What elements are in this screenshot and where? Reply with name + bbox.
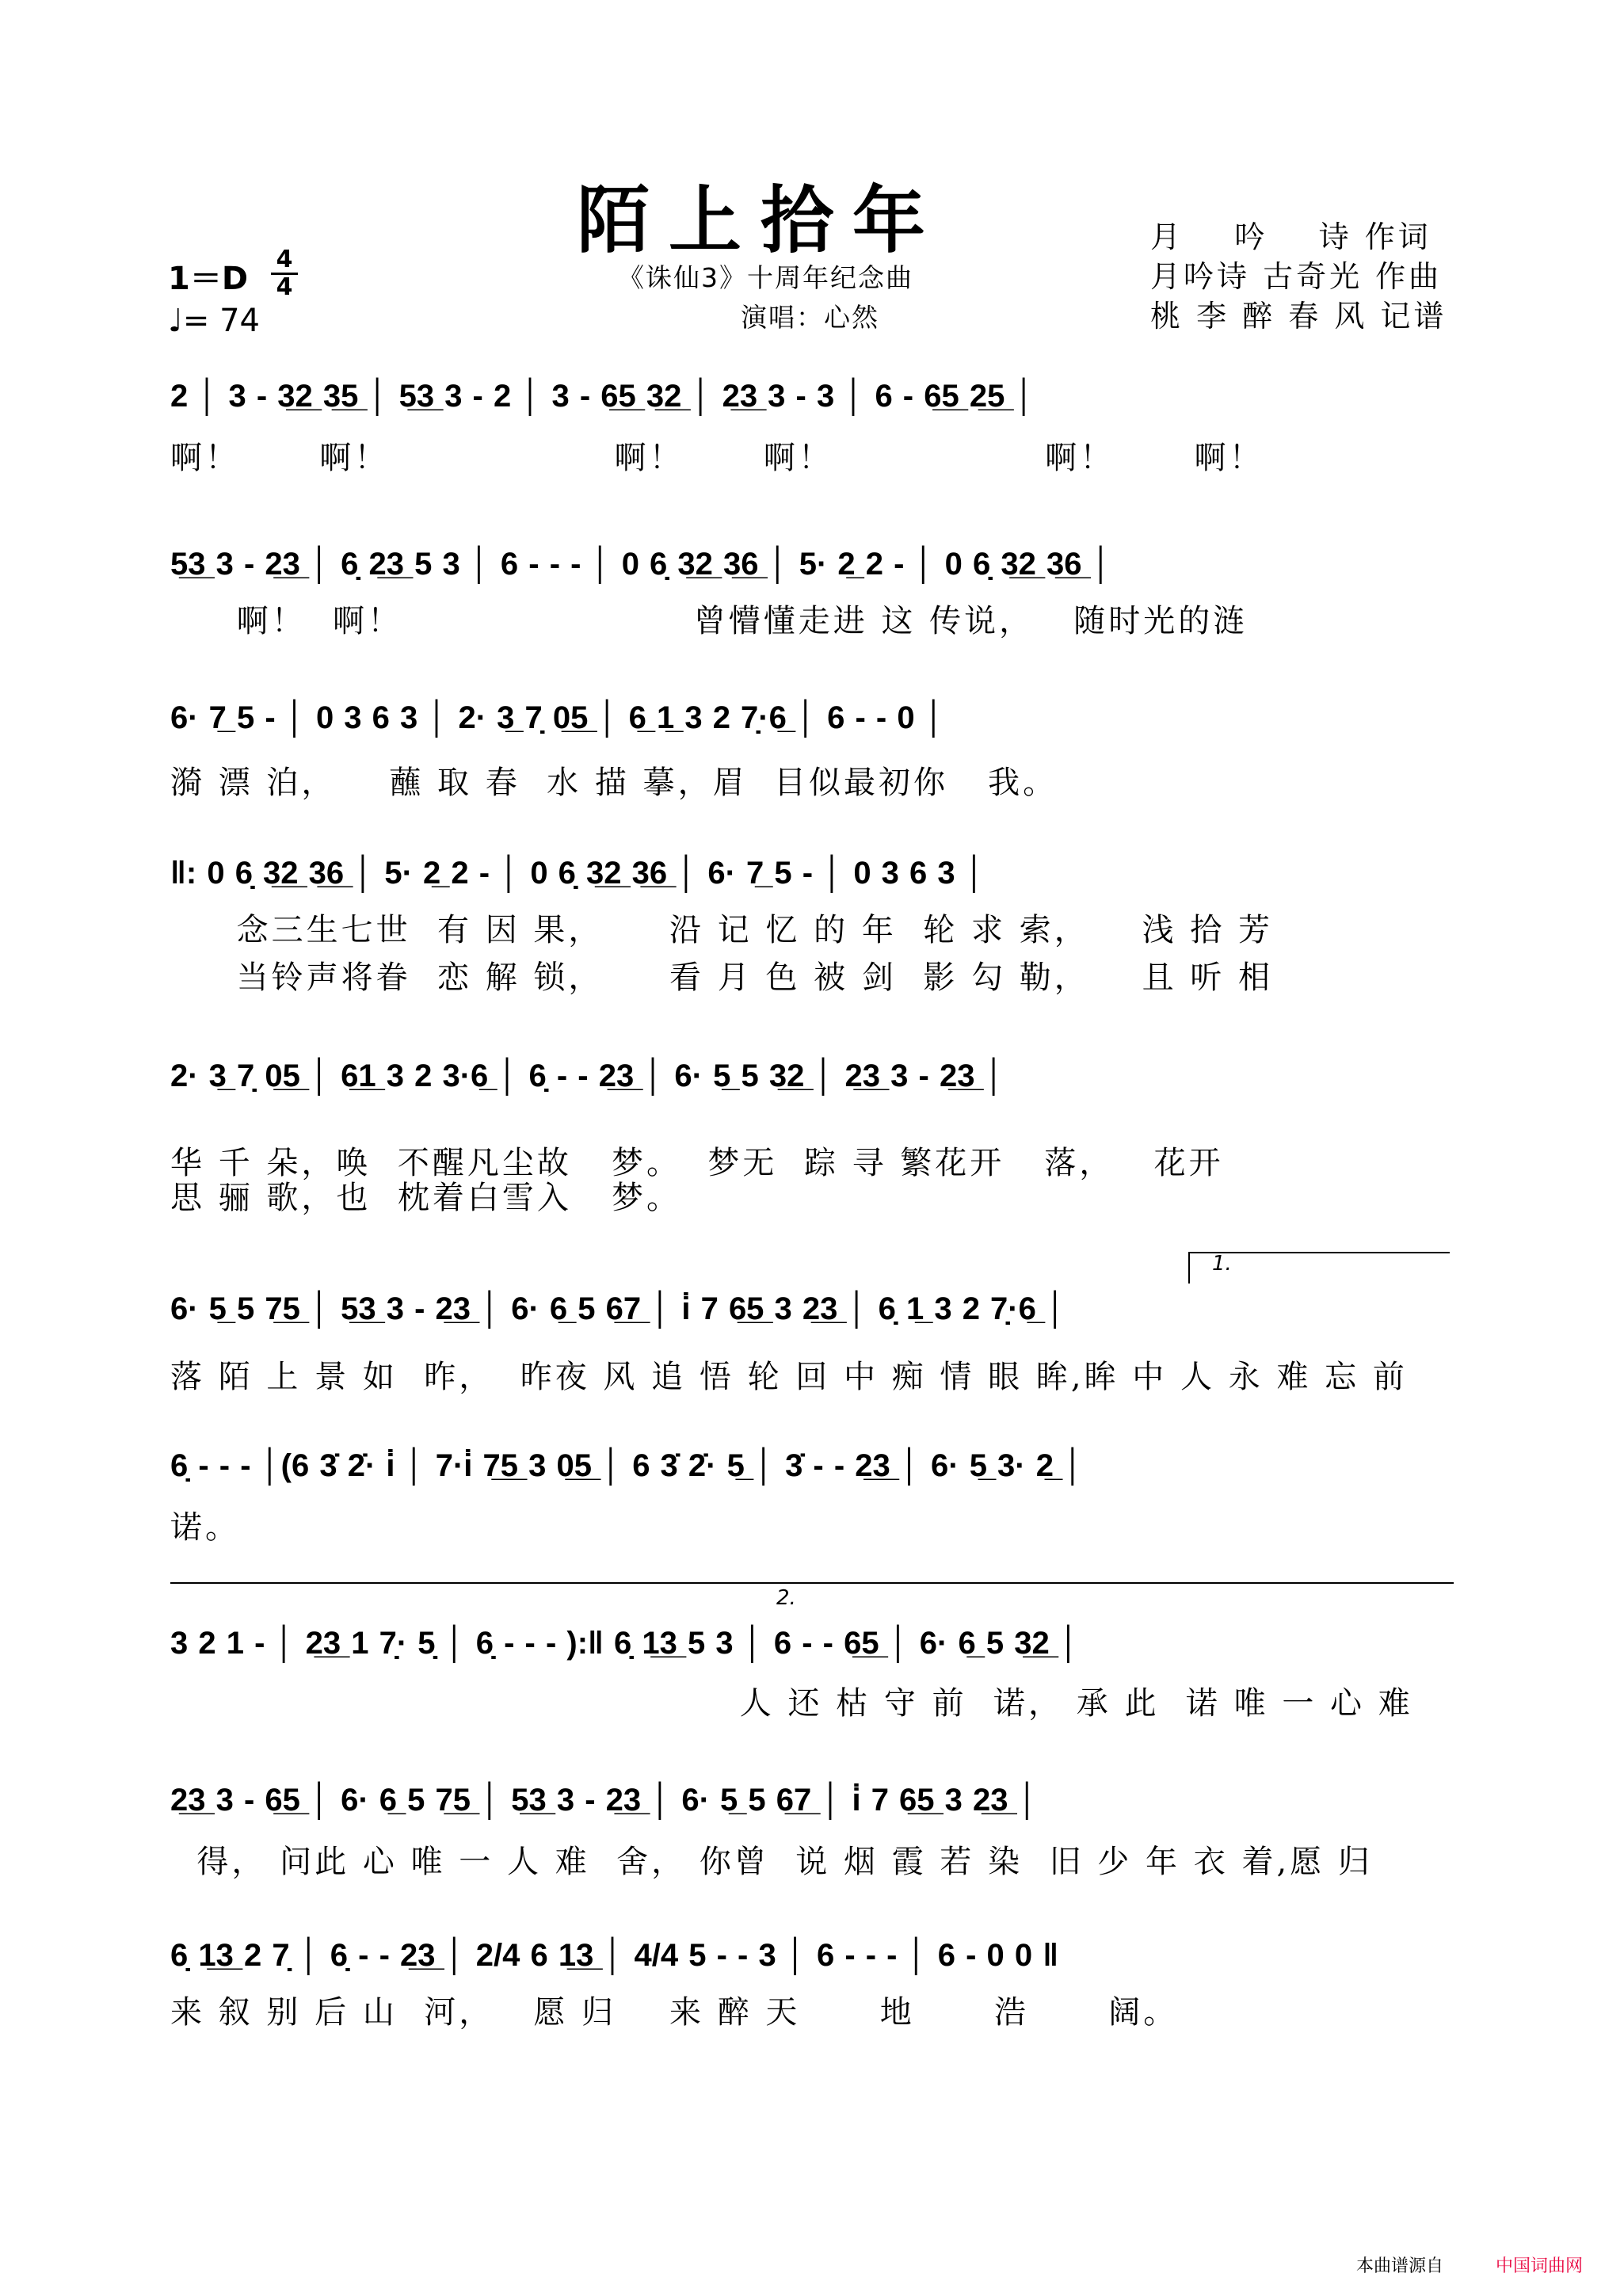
notation-line-8: 3 2 1 - │ 2̲3̲ 1 7̣· 5̣ │ 6̣ - - - ):‖ 6̣ 1̲3̲ 5 3 │ 6 - - 6̲5̲ │ 6· 6̲ 5 3̲2̲ │: [170, 1626, 1080, 1661]
lyricist-credit: 月 吟 诗 作词: [1150, 219, 1431, 254]
lyric-line-2: 啊！ 啊！ 曾懵懂走进 这 传说， 随时光的涟: [170, 603, 1248, 639]
footer-site-link[interactable]: 中国词曲网: [1496, 2256, 1584, 2276]
footer-source: 本曲谱源自: [1356, 2256, 1444, 2276]
volta-2-label: 2.: [776, 1586, 796, 1610]
right-watermark: [1614, 16, 1622, 2266]
singer: 演唱：心然: [741, 302, 879, 333]
page-title: 陌上拾年: [577, 177, 945, 263]
volta-1-bracket-left: [1188, 1252, 1190, 1284]
lyric-line-4a: 念三生七世 有 因 果， 沿 记 忆 的 年 轮 求 索， 浅 拾 芳: [170, 912, 1274, 948]
notation-line-7: 6̣ - - - │(6 3̇ 2̇· i̇ │ 7·i̇ 7̲5̲ 3 0̲5̲ │ 6 3̇ 2̇· 5̲ │ 3̇ - - 2̲3̲ │ 6· 5̲ 3· 2̲ │: [170, 1448, 1085, 1483]
transcriber-credit: 桃 李 醉 春 风 记谱: [1150, 299, 1447, 334]
time-signature-top: 4: [276, 246, 293, 273]
lyric-line-1: 啊！ 啊！ 啊！ 啊！ 啊！ 啊！: [170, 440, 1264, 476]
notation-line-9: 2̲3̲ 3 - 6̲5̲ │ 6· 6̲ 5 7̲5̲ │ 5̲3̲ 3 - 2̲3̲ │ 6· 5̲ 5 6̲7̲ │ i̇ 7 6̲5̲ 3 2̲3̲ │: [170, 1783, 1039, 1818]
subtitle: 《诛仙3》十周年纪念曲: [618, 262, 913, 293]
lyric-line-7: 诺。: [170, 1509, 240, 1546]
tempo-marking: ♩= 74: [168, 303, 260, 339]
lyric-line-4b: 当铃声将眷 恋 解 锁， 看 月 色 被 剑 影 勾 勒， 且 听 相: [170, 959, 1274, 996]
volta-2-bracket: [749, 1582, 1454, 1584]
time-signature-bottom: 4: [271, 273, 298, 300]
notation-line-2: 5̲3̲ 3 - 2̲3̲ │ 6̣ 2̲3̲ 5 3 │ 6 - - - │ 0 6̣ 3̲2̲ 3̲6̲ │ 5· 2̲ 2 - │ 0 6̣ 3̲2̲ 3̲6̲ │: [170, 547, 1112, 582]
lyric-line-6: 落 陌 上 景 如 昨， 昨夜 风 追 悟 轮 回 中 痴 情 眼 眸,眸 中 人 永 难 忘 前: [170, 1359, 1408, 1395]
volta-1-label: 1.: [1212, 1252, 1232, 1276]
time-signature: [271, 247, 298, 300]
volta-1-end-line: [170, 1582, 749, 1584]
notation-line-6: 6· 5̲ 5 7̲5̲ │ 5̲3̲ 3 - 2̲3̲ │ 6· 6̲ 5 6̲7̲ │ i̇ 7 6̲5̲ 3 2̲3̲ │ 6̣ 1̲ 3 2 7̣·6̲ │: [170, 1291, 1066, 1326]
notation-line-5: 2· 3̲ 7̣ 0̲5̲ │ 6̲1̲ 3 2 3·6̲ │ 6̣ - - 2̲3̲ │ 6· 5̲ 5 3̲2̲ │ 2̲3̲ 3 - 2̲3̲ │: [170, 1058, 1005, 1093]
notation-line-10: 6̣ 1̲3̲ 2 7̣ │ 6̣ - - 2̲3̲ │ 2/4 6 1̲3̲ │ 4/4 5 - - 3 │ 6 - - - │ 6 - 0 0 ‖: [170, 1938, 1059, 1973]
lyric-line-9: 得， 问此 心 唯 一 人 难 舍， 你曾 说 烟 霞 若 染 旧 少 年 衣 着,愿 归: [170, 1844, 1373, 1880]
composer-credit: 月吟诗 古奇光 作曲: [1150, 259, 1443, 294]
lyric-line-10: 来 叙 别 后 山 河， 愿 归 来 醉 天 地 浩 阔。: [170, 1994, 1179, 2031]
notation-line-4: ‖: 0 6̣ 3̲2̲ 3̲6̲ │ 5· 2̲ 2 - │ 0 6̣ 3̲2̲ 3̲6̲ │ 6· 7̲ 5 - │ 0 3 6 3 │: [170, 856, 985, 891]
left-watermark: [3, 16, 11, 2266]
key-signature: 1＝D: [168, 261, 249, 297]
lyric-line-8: 人 还 枯 守 前 诺， 承 此 诺 唯 一 心 难: [170, 1685, 1413, 1722]
lyric-line-3: 漪 漂 泊， 蘸 取 春 水 描 摹，眉 目似最初你 我。: [170, 765, 1058, 801]
lyric-line-5a: 华 千 朵，唤 不醒凡尘故 梦。 梦无 踪 寻 繁花开 落， 花开: [170, 1145, 1224, 1181]
notation-line-3: 6· 7̲ 5 - │ 0 3 6 3 │ 2· 3̲ 7̣ 0̲5̲ │ 6̲ 1̲ 3 2 7̣·6̲ │ 6 - - 0 │: [170, 700, 945, 735]
lyric-line-5b: 思 骊 歌，也 枕着白雪入 梦。: [170, 1180, 682, 1216]
notation-line-1: 2 │ 3 - 3̲2̲ 3̲5̲ │ 5̲3̲ 3 - 2 │ 3 - 6̲5̲ 3̲2̲ │ 2̲3̲ 3 - 3 │ 6 - 6̲5̲ 2̲5̲ │: [170, 379, 1035, 414]
